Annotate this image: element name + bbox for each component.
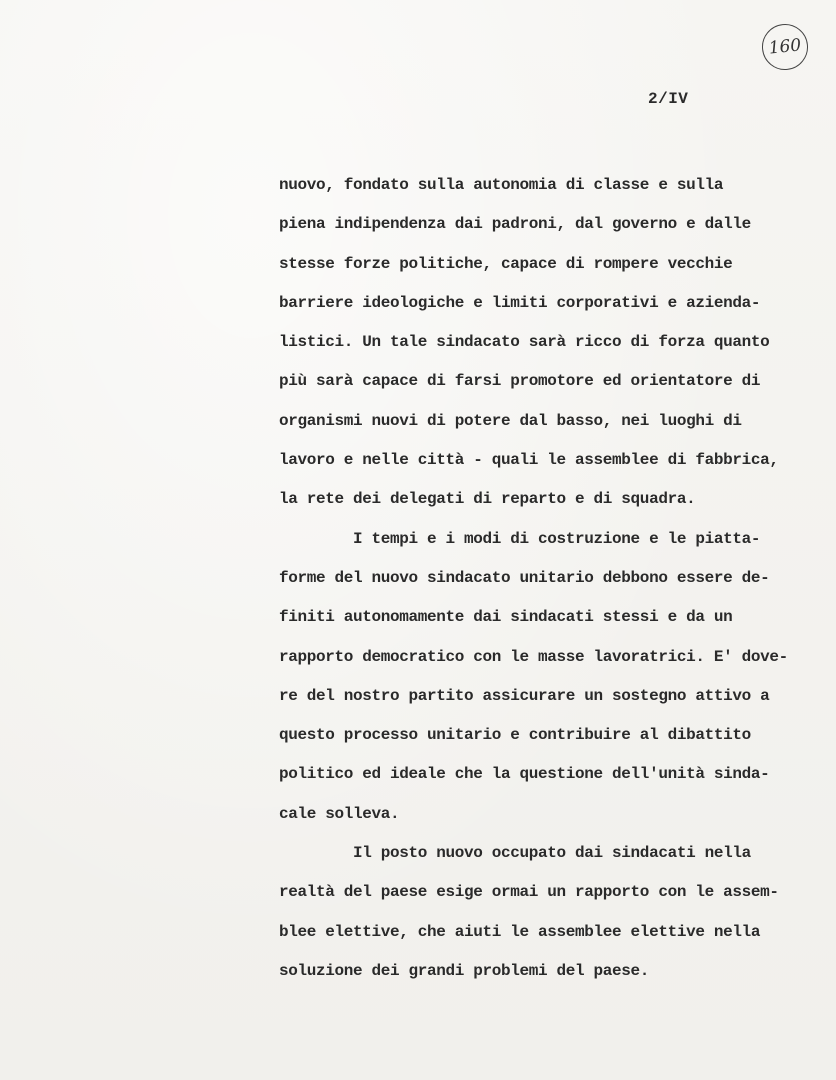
- page-number: 2/IV: [648, 90, 689, 108]
- text-line: piena indipendenza dai padroni, dal governo e dalle: [279, 215, 751, 234]
- text-line: barriere ideologiche e limiti corporativi e azienda-: [279, 293, 761, 312]
- text-line: soluzione dei grandi problemi del paese.: [279, 961, 650, 980]
- text-line: più sarà capace di farsi promotore ed orientatore di: [279, 372, 761, 391]
- text-line: finiti autonomamente dai sindacati stessi e da un: [279, 608, 733, 627]
- text-line: listici. Un tale sindacato sarà ricco di forza quanto: [279, 333, 770, 352]
- text-line: organismi nuovi di potere dal basso, nei luoghi di: [279, 411, 742, 430]
- text-line: lavoro e nelle città - quali le assemblee di fabbrica,: [279, 451, 779, 470]
- text-line: questo processo unitario e contribuire al dibattito: [279, 726, 751, 745]
- text-line: forme del nuovo sindacato unitario debbono essere de-: [279, 568, 770, 587]
- text-line: rapporto democratico con le masse lavoratrici. E' dove-: [279, 647, 788, 666]
- text-line: cale solleva.: [279, 804, 400, 823]
- text-line: realtà del paese esige ormai un rapporto con le assem-: [279, 883, 779, 902]
- text-line: re del nostro partito assicurare un sostegno attivo a: [279, 686, 770, 705]
- body-text: [279, 166, 809, 991]
- text-line: nuovo, fondato sulla autonomia di classe e sulla: [279, 176, 724, 194]
- paragraph-start-line: Il posto nuovo occupato dai sindacati nella: [279, 844, 751, 863]
- text-line: stesse forze politiche, capace di rompere vecchie: [279, 254, 733, 273]
- text-line: blee elettive, che aiuti le assemblee elettive nella: [279, 922, 761, 941]
- text-line: la rete dei delegati di reparto e di squadra.: [279, 490, 696, 509]
- archive-stamp: 160: [760, 22, 811, 73]
- text-line: politico ed ideale che la questione dell'unità sinda-: [279, 765, 770, 784]
- paragraph-start-line: I tempi e i modi di costruzione e le piatta-: [279, 529, 761, 548]
